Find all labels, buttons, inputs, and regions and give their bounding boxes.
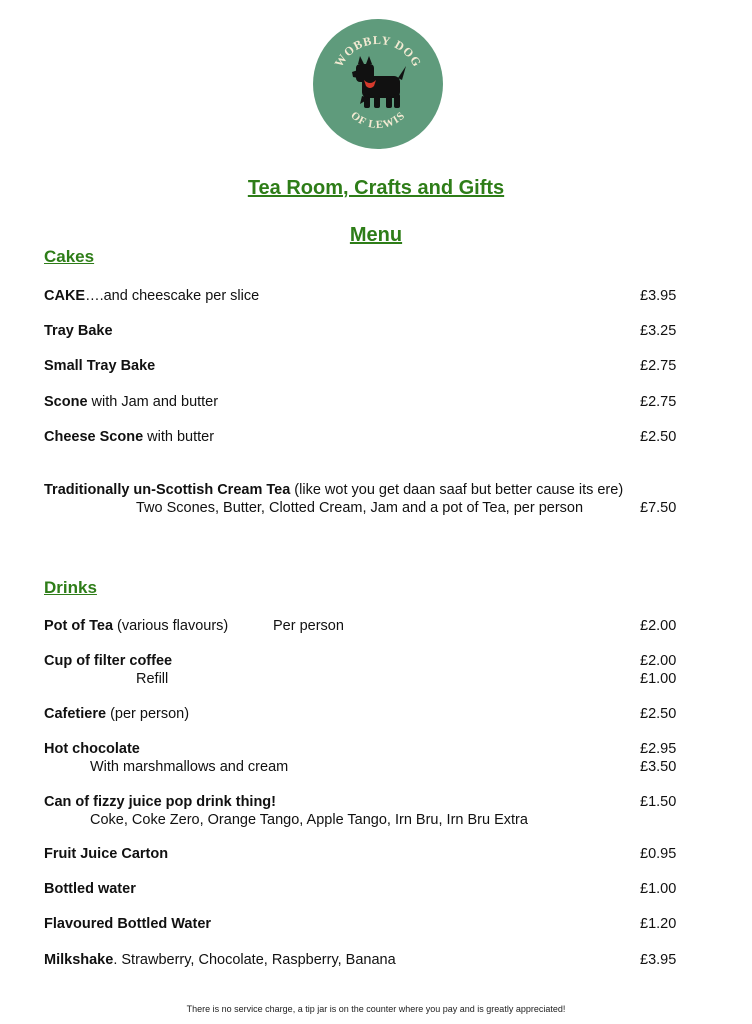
- drinks-heading: Drinks: [44, 578, 97, 597]
- menu-item: Cafetiere (per person): [44, 706, 190, 722]
- item-price: £1.00: [640, 881, 677, 897]
- item-price: £2.75: [640, 358, 677, 374]
- cream-tea-detail: Two Scones, Butter, Clotted Cream, Jam and a pot of Tea, per person: [136, 500, 584, 516]
- item-price: £7.50: [640, 500, 677, 516]
- page-title: Tea Room, Crafts and Gifts: [247, 177, 505, 199]
- logo-top-text: WOBBLY DOG: [331, 32, 425, 70]
- menu-item: CAKE….and cheescake per slice: [44, 288, 260, 304]
- menu-item: Pot of Tea (various flavours): [44, 618, 229, 634]
- item-price: £2.00: [640, 653, 677, 669]
- refill-label: Refill: [136, 671, 169, 687]
- menu-item: Bottled water: [44, 881, 136, 897]
- menu-item: Cheese Scone with butter: [44, 429, 215, 445]
- cream-tea-item: Traditionally un-Scottish Cream Tea (like wot you get daan saaf but better cause its ere): [44, 482, 624, 498]
- menu-item: Hot chocolate: [44, 741, 140, 757]
- item-price: £2.00: [640, 618, 677, 634]
- tea-per-person: Per person: [273, 618, 344, 634]
- footer-note: There is no service charge, a tip jar is on the counter where you pay and is greatly appreciated!: [186, 1004, 566, 1014]
- chocolate-sub: With marshmallows and cream: [90, 759, 289, 775]
- item-price: £1.20: [640, 916, 677, 932]
- item-price: £1.50: [640, 794, 677, 810]
- item-price: £2.95: [640, 741, 677, 757]
- item-price: £2.50: [640, 429, 677, 445]
- menu-item: Scone with Jam and butter: [44, 394, 219, 410]
- menu-item: Milkshake. Strawberry, Chocolate, Raspberry, Banana: [44, 952, 396, 968]
- fizzy-list: Coke, Coke Zero, Orange Tango, Apple Tango, Irn Bru, Irn Bru Extra: [90, 812, 528, 828]
- menu-item: Can of fizzy juice pop drink thing!: [44, 794, 276, 810]
- menu-title: Menu: [349, 224, 403, 246]
- item-price: £1.00: [640, 671, 677, 687]
- item-price: £3.95: [640, 952, 677, 968]
- menu-item: Tray Bake: [44, 323, 113, 339]
- cakes-heading: Cakes: [44, 247, 95, 266]
- item-price: £0.95: [640, 846, 677, 862]
- wobbly-dog-logo: [312, 18, 444, 150]
- item-price: £2.50: [640, 706, 677, 722]
- item-price: £3.95: [640, 288, 677, 304]
- item-price: £2.75: [640, 394, 677, 410]
- menu-item: Small Tray Bake: [44, 358, 156, 374]
- logo-bottom-text: OF LEWIS: [348, 109, 408, 132]
- menu-item: Cup of filter coffee: [44, 653, 173, 669]
- item-price: £3.25: [640, 323, 677, 339]
- item-price: £3.50: [640, 759, 677, 775]
- menu-item: Fruit Juice Carton: [44, 846, 169, 862]
- menu-item: Flavoured Bottled Water: [44, 916, 212, 932]
